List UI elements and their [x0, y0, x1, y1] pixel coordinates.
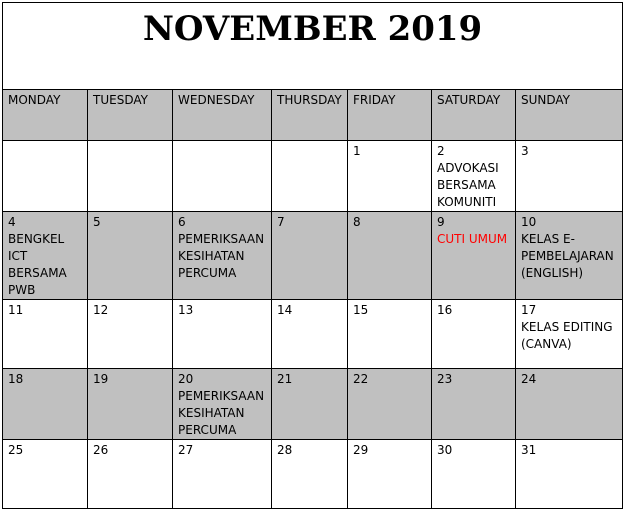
week-row [3, 212, 623, 300]
weekday-header: SATURDAY [432, 90, 516, 141]
day-cell [348, 440, 432, 509]
day-cell [173, 300, 272, 369]
day-number: 12 [93, 303, 109, 317]
day-number: 1 [353, 144, 361, 158]
day-cell [88, 141, 173, 212]
day-cell [516, 369, 623, 440]
day-cell [88, 440, 173, 509]
day-number: 11 [8, 303, 24, 317]
day-number: 25 [8, 443, 24, 457]
day-number: 28 [277, 443, 293, 457]
day-cell [432, 141, 516, 212]
day-cell [516, 141, 623, 212]
weekday-header: TUESDAY [88, 90, 173, 141]
day-cell [88, 369, 173, 440]
day-cell [272, 300, 348, 369]
day-cell [173, 440, 272, 509]
week-row [3, 369, 623, 440]
day-cell [516, 300, 623, 369]
day-event: BENGKEL ICT BERSAMA PWB [8, 232, 67, 297]
weekday-header: MONDAY [3, 90, 88, 141]
day-number: 2 [437, 144, 445, 158]
day-cell [3, 440, 88, 509]
day-cell [3, 212, 88, 300]
day-number: 16 [437, 303, 453, 317]
day-cell [3, 300, 88, 369]
calendar-title: NOVEMBER 2019 [3, 3, 623, 90]
day-cell [173, 212, 272, 300]
day-cell [432, 300, 516, 369]
calendar-table [2, 2, 623, 509]
day-number: 14 [277, 303, 293, 317]
day-number: 31 [521, 443, 537, 457]
day-number: 27 [178, 443, 194, 457]
day-cell [272, 212, 348, 300]
day-number: 18 [8, 372, 24, 386]
day-number: 26 [93, 443, 109, 457]
day-cell [432, 440, 516, 509]
weekday-header: FRIDAY [348, 90, 432, 141]
day-cell [3, 369, 88, 440]
weekday-header: WEDNESDAY [173, 90, 272, 141]
day-cell [348, 369, 432, 440]
day-number: 22 [353, 372, 369, 386]
day-number: 5 [93, 215, 101, 229]
day-number: 20 [178, 372, 194, 386]
day-number: 19 [93, 372, 109, 386]
day-number: 29 [353, 443, 369, 457]
day-number: 23 [437, 372, 453, 386]
day-event: PEMERIKSAAN KESIHATAN PERCUMA [178, 389, 265, 437]
day-number: 13 [178, 303, 194, 317]
day-number: 24 [521, 372, 537, 386]
day-event: PEMERIKSAAN KESIHATAN PERCUMA [178, 232, 265, 280]
day-number: 15 [353, 303, 369, 317]
week-row [3, 141, 623, 212]
day-cell [432, 369, 516, 440]
day-cell [432, 212, 516, 300]
day-cell [88, 300, 173, 369]
day-cell [516, 212, 623, 300]
day-number: 10 [521, 215, 537, 229]
day-cell [348, 212, 432, 300]
weekday-header: THURSDAY [272, 90, 348, 141]
day-cell [272, 141, 348, 212]
day-number: 3 [521, 144, 529, 158]
day-cell [173, 369, 272, 440]
day-number: 17 [521, 303, 537, 317]
day-number: 4 [8, 215, 16, 229]
day-event: CUTI UMUM [437, 232, 508, 246]
day-event: KELAS EDITING (CANVA) [521, 320, 613, 351]
day-cell [272, 369, 348, 440]
day-cell [348, 300, 432, 369]
week-row [3, 300, 623, 369]
day-number: 21 [277, 372, 293, 386]
weekday-header: SUNDAY [516, 90, 623, 141]
day-number: 30 [437, 443, 453, 457]
weekday-header-row [3, 90, 623, 141]
day-number: 9 [437, 215, 445, 229]
day-cell [348, 141, 432, 212]
day-cell [272, 440, 348, 509]
day-event: KELAS E-PEMBELAJARAN (ENGLISH) [521, 232, 614, 280]
day-number: 7 [277, 215, 285, 229]
day-cell [173, 141, 272, 212]
day-cell [3, 141, 88, 212]
week-row [3, 440, 623, 509]
day-number: 8 [353, 215, 361, 229]
day-cell [516, 440, 623, 509]
day-number: 6 [178, 215, 186, 229]
day-cell [88, 212, 173, 300]
day-event: ADVOKASI BERSAMA KOMUNITI [437, 161, 499, 209]
